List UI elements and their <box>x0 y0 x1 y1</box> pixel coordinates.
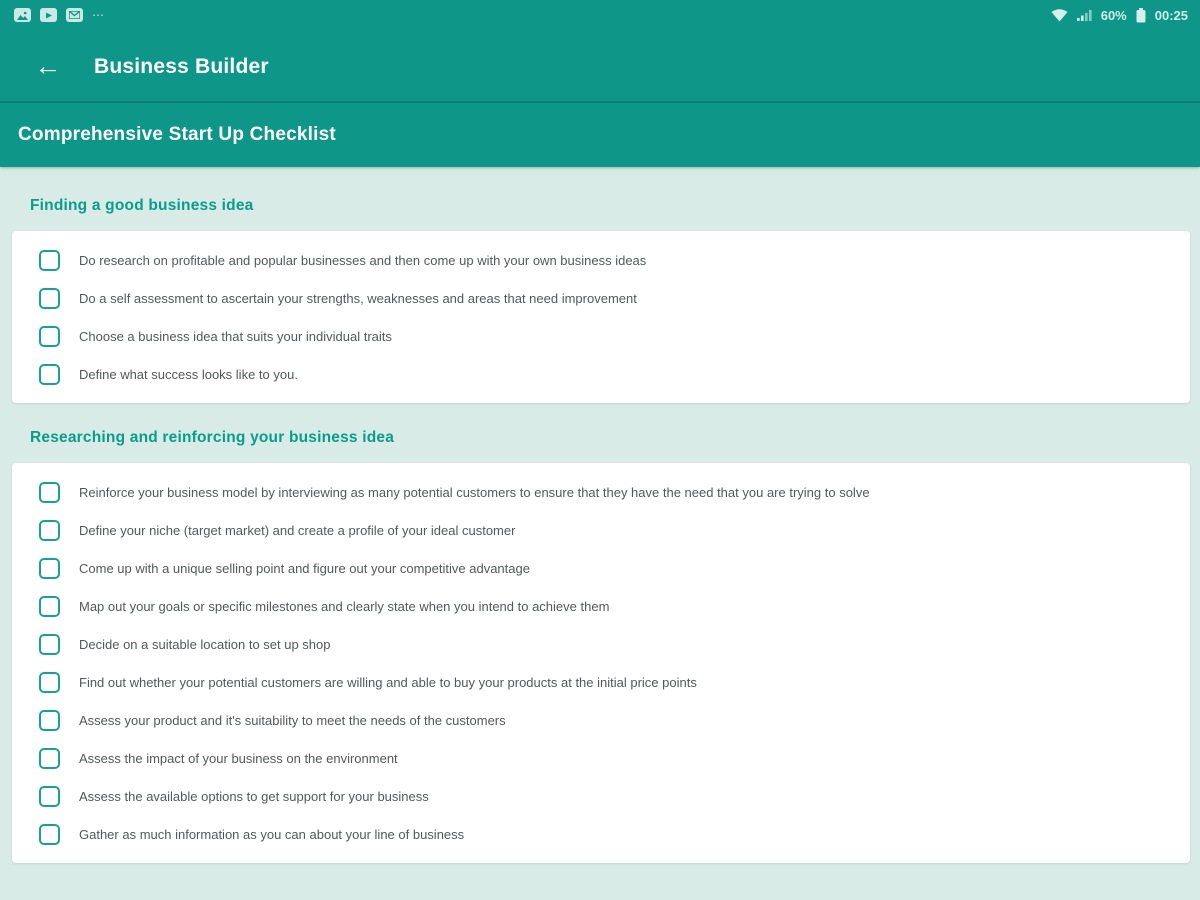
checkbox-unchecked[interactable] <box>39 326 60 347</box>
checklist-item-label: Choose a business idea that suits your individual traits <box>79 328 392 344</box>
mail-icon <box>66 8 83 22</box>
checkbox-unchecked[interactable] <box>39 250 60 271</box>
checklist-item-row <box>12 549 1190 587</box>
checklist-item-row <box>12 625 1190 663</box>
checklist-item-row <box>12 701 1190 739</box>
battery-icon <box>1136 8 1146 23</box>
checklist-card <box>12 463 1190 863</box>
status-indicators <box>1051 8 1188 23</box>
checkbox-unchecked[interactable] <box>39 520 60 541</box>
checklist-item-row <box>12 317 1190 355</box>
checkbox-unchecked[interactable] <box>39 482 60 503</box>
section-title: Researching and reinforcing your business idea <box>30 429 395 446</box>
checklist-item-label: Do research on profitable and popular businesses and then come up with your own business ideas <box>79 252 647 268</box>
app-bar <box>0 30 1200 103</box>
checkbox-unchecked[interactable] <box>39 748 60 769</box>
checkbox-unchecked[interactable] <box>39 634 60 655</box>
page-title: Comprehensive Start Up Checklist <box>18 124 336 145</box>
back-button[interactable]: ← <box>28 47 68 87</box>
wifi-icon <box>1051 9 1068 22</box>
checklist-item-row <box>12 815 1190 853</box>
checklist-item-label: Do a self assessment to ascertain your strengths, weaknesses and areas that need improvement <box>79 290 637 306</box>
checklist-item-label: Come up with a unique selling point and figure out your competitive advantage <box>79 560 530 576</box>
video-icon <box>40 8 57 22</box>
checklist-section <box>0 429 1200 863</box>
checklist-item-row <box>12 777 1190 815</box>
checkbox-unchecked[interactable] <box>39 672 60 693</box>
checklist-content <box>0 167 1200 863</box>
checklist-item-row <box>12 355 1190 393</box>
checklist-item-row <box>12 241 1190 279</box>
signal-icon <box>1077 9 1092 21</box>
checklist-item-row <box>12 663 1190 701</box>
checklist-item-label: Decide on a suitable location to set up shop <box>79 636 331 652</box>
checklist-item-label: Find out whether your potential customers are willing and able to buy your products at the initial price points <box>79 674 697 690</box>
section-title: Finding a good business idea <box>30 197 254 214</box>
checklist-item-label: Map out your goals or specific milestones and clearly state when you intend to achieve them <box>79 598 610 614</box>
battery-percent: 60% <box>1100 7 1127 23</box>
checklist-item-label: Assess the impact of your business on the environment <box>79 750 398 766</box>
checklist-item-label: Gather as much information as you can about your line of business <box>79 826 465 842</box>
clock-time: 00:25 <box>1154 7 1188 23</box>
checklist-card <box>12 231 1190 403</box>
status-notification-icons <box>14 8 106 22</box>
checkbox-unchecked[interactable] <box>39 596 60 617</box>
checkbox-unchecked[interactable] <box>39 288 60 309</box>
checklist-item-label: Define your niche (target market) and create a profile of your ideal customer <box>79 522 516 538</box>
checklist-item-label: Reinforce your business model by interviewing as many potential customers to ensure that they have the need that you are trying to solve <box>79 484 870 500</box>
checkbox-unchecked[interactable] <box>39 710 60 731</box>
checkbox-unchecked[interactable] <box>39 558 60 579</box>
app-title: Business Builder <box>94 54 269 78</box>
checklist-item-row <box>12 279 1190 317</box>
page-header <box>0 103 1200 167</box>
checklist-item-label: Assess the available options to get support for your business <box>79 788 429 804</box>
checkbox-unchecked[interactable] <box>39 786 60 807</box>
checklist-item-label: Define what success looks like to you. <box>79 366 298 382</box>
checklist-item-label: Assess your product and it's suitability to meet the needs of the customers <box>79 712 506 728</box>
checklist-item-row <box>12 511 1190 549</box>
checklist-item-row <box>12 587 1190 625</box>
checkbox-unchecked[interactable] <box>39 824 60 845</box>
gallery-icon <box>14 8 31 22</box>
more-notifications-icon: ⋯ <box>92 8 106 22</box>
status-bar <box>0 0 1200 30</box>
checkbox-unchecked[interactable] <box>39 364 60 385</box>
checklist-item-row <box>12 739 1190 777</box>
checklist-section <box>0 197 1200 403</box>
checklist-item-row <box>12 473 1190 511</box>
